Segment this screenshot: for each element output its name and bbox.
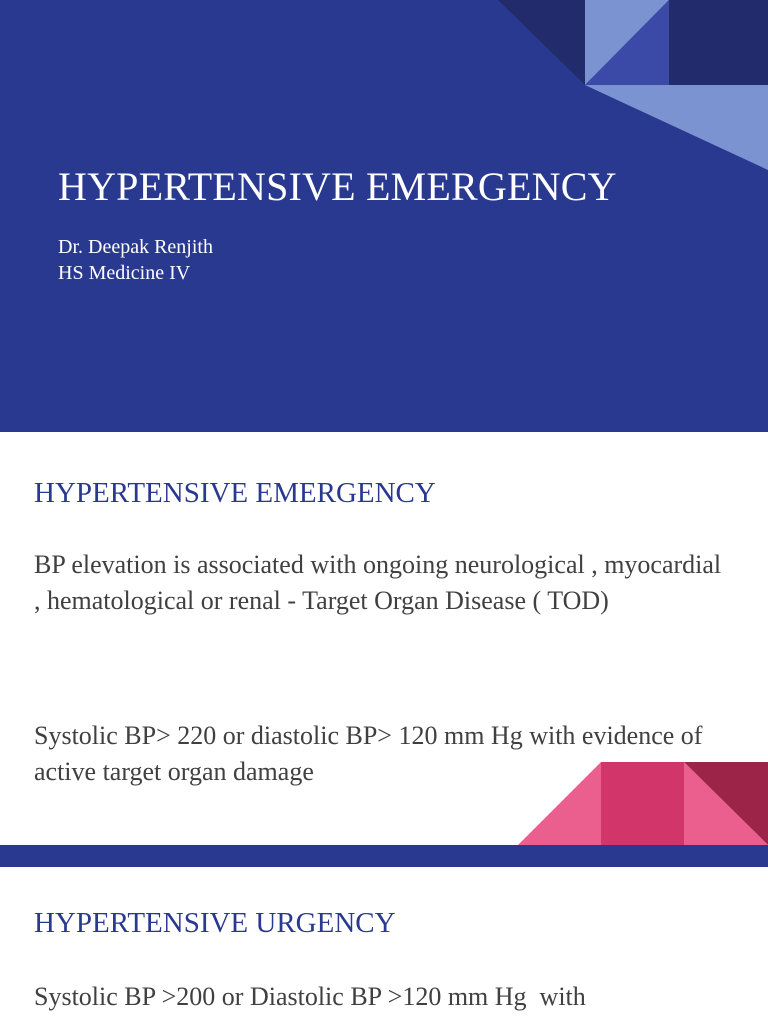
corner-decoration-pink — [518, 762, 768, 845]
deco-triangle-light-lower — [585, 85, 768, 170]
deco-square-dark — [669, 0, 768, 85]
paragraph-definition: BP elevation is associated with ongoing neurological , myocardial , hematological or renal - Target Organ Disease ( TOD) — [34, 550, 722, 615]
slide-divider — [0, 845, 768, 867]
definition-slide-emergency — [0, 432, 768, 845]
deco-triangle-dark-left — [498, 0, 585, 85]
presenter-role: HS Medicine IV — [58, 262, 191, 284]
slide-heading: HYPERTENSIVE EMERGENCY — [34, 477, 436, 509]
slide-heading: HYPERTENSIVE URGENCY — [34, 907, 396, 939]
corner-decoration-blue — [498, 0, 768, 170]
deco-triangle-pink — [518, 762, 601, 845]
definition-slide-urgency — [0, 867, 768, 1024]
deco-square-magenta — [601, 762, 684, 845]
slide-title: HYPERTENSIVE EMERGENCY — [58, 164, 617, 209]
paragraph-criteria: Systolic BP> 220 or diastolic BP> 120 mm Hg with evidence of active target organ damage — [34, 721, 703, 786]
paragraph-criteria: Systolic BP >200 or Diastolic BP >120 mm Hg with — [34, 982, 586, 1011]
title-slide — [0, 0, 768, 432]
presenter-name: Dr. Deepak Renjith — [58, 236, 213, 258]
